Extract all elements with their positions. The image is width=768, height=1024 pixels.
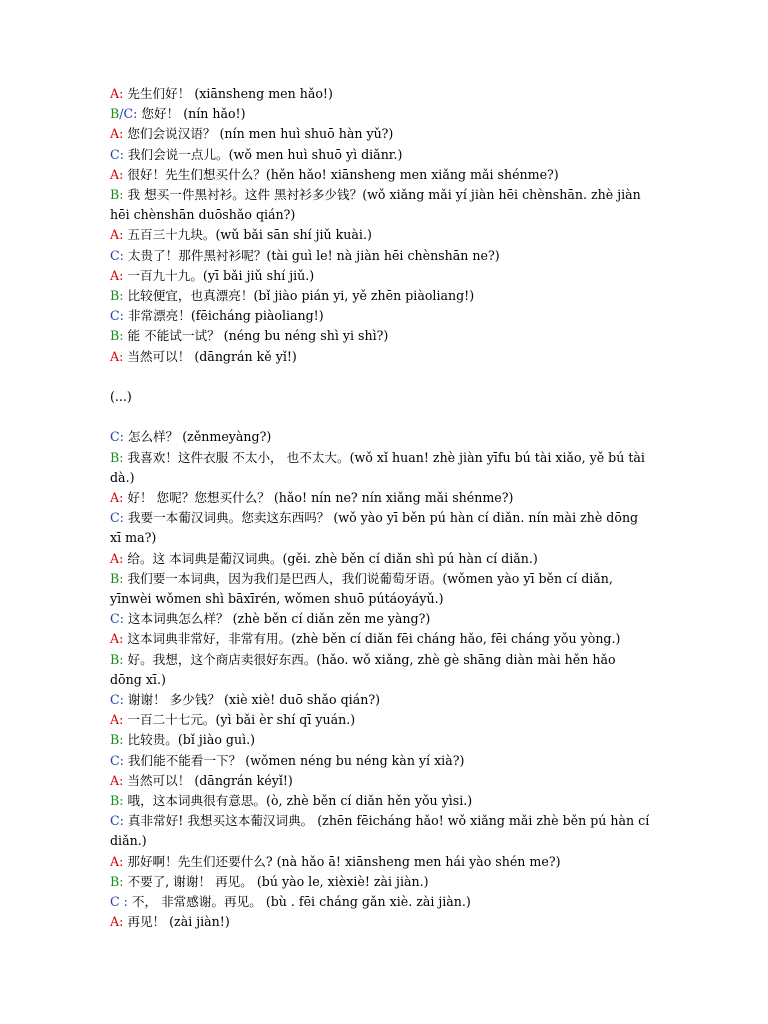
dialogue-line xyxy=(110,791,650,811)
speaker-separator: : xyxy=(119,348,128,364)
speaker-separator: : xyxy=(119,247,128,263)
speaker-separator: : xyxy=(119,429,128,445)
speaker-separator: : xyxy=(119,914,128,930)
dialogue-text: 那好啊！先生们还要什么? (nà hǎo ā! xiānsheng men hái yào shén me?) xyxy=(127,853,561,869)
speaker-label: A xyxy=(110,227,120,243)
speaker-separator: : xyxy=(119,490,128,506)
dialogue-line xyxy=(110,872,650,892)
speaker-label: A xyxy=(110,490,120,506)
dialogue-text: 您好！ (nín hǎo!) xyxy=(141,106,246,122)
dialogue-text: 比较贵。(bǐ jiào guì.) xyxy=(127,732,256,748)
speaker-separator: : xyxy=(119,813,128,829)
speaker-label: C xyxy=(110,692,120,708)
speaker-label: C xyxy=(110,611,120,627)
speaker-separator: : xyxy=(119,651,128,667)
dialogue-line xyxy=(110,448,650,488)
speaker-separator: : xyxy=(133,106,142,122)
speaker-separator: : xyxy=(119,752,128,768)
dialogue-line xyxy=(110,266,650,286)
speaker-label: B xyxy=(110,570,120,586)
speaker-label: B xyxy=(110,328,120,344)
paragraph-spacer xyxy=(110,407,650,427)
dialogue-text: 不要了, 谢谢！ 再见。 (bú yào le, xièxiè! zài jiàn.) xyxy=(127,873,429,889)
speaker-separator: : xyxy=(119,308,128,324)
speaker-separator: : xyxy=(119,712,128,728)
dialogue-text: 很好！先生们想买什么？(hěn hǎo! xiānsheng men xiǎng mǎi shénme?) xyxy=(127,166,559,182)
ellipsis-marker: (...) xyxy=(110,389,132,405)
dialogue-line xyxy=(110,912,650,932)
dialogue-line xyxy=(110,306,650,326)
speaker-label: C xyxy=(110,894,120,910)
dialogue-text: 谢谢！ 多少钱？ (xiè xiè! duō shǎo qián?) xyxy=(127,692,380,708)
speaker-separator: : xyxy=(119,570,128,586)
paragraph-spacer xyxy=(110,367,650,387)
speaker-label: C xyxy=(110,813,120,829)
speaker-label: B xyxy=(110,732,120,748)
dialogue-line xyxy=(110,84,650,104)
dialogue-line xyxy=(110,609,650,629)
dialogue-text: 给。这 本词典是葡汉词典。(gěi. zhè běn cí diǎn shì pú hàn cí diǎn.) xyxy=(127,550,538,566)
dialogue-line xyxy=(110,488,650,508)
speaker-separator: : xyxy=(119,227,128,243)
dialogue-text: 这本词典非常好，非常有用。(zhè běn cí diǎn fēi cháng hǎo, fēi cháng yǒu yòng.) xyxy=(127,631,621,647)
dialogue-line xyxy=(110,124,650,144)
speaker-separator: : xyxy=(119,732,128,748)
dialogue-text: 再见！ (zài jiàn!) xyxy=(127,914,230,930)
speaker-separator: : xyxy=(119,328,128,344)
speaker-separator: : xyxy=(119,449,128,465)
dialogue-line xyxy=(110,347,650,367)
speaker-separator: : xyxy=(119,631,128,647)
dialogue-text: 怎么样？ (zěnmeyàng?) xyxy=(127,429,272,445)
dialogue-text: 比较便宜，也真漂亮！(bǐ jiào pián yi, yě zhēn piàoliang!) xyxy=(127,288,475,304)
dialogue-text: 不， 非常感谢。再见。 (bù . fēi cháng gǎn xiè. zài jiàn.) xyxy=(131,894,471,910)
dialogue-section-1 xyxy=(110,84,650,367)
speaker-separator: : xyxy=(119,793,128,809)
dialogue-line xyxy=(110,811,650,851)
speaker-label: A xyxy=(110,126,120,142)
speaker-label: C xyxy=(110,752,120,768)
dialogue-text: 好。我想，这个商店卖很好东西。(hǎo. wǒ xiǎng, zhè gè shāng diàn mài hěn hǎo dōng xī.) xyxy=(110,651,616,687)
dialogue-text: 我们能不能看一下？ (wǒmen néng bu néng kàn yí xià?) xyxy=(127,752,465,768)
dialogue-line xyxy=(110,569,650,609)
speaker-separator: : xyxy=(119,772,128,788)
speaker-label: C xyxy=(110,146,120,162)
dialogue-text: 您们会说汉语？ (nín men huì shuō hàn yǔ?) xyxy=(127,126,394,142)
dialogue-line xyxy=(110,771,650,791)
dialogue-text: 五百三十九块。(wǔ bǎi sān shí jiǔ kuài.) xyxy=(127,227,372,243)
speaker-label: A xyxy=(110,914,120,930)
speaker-label: A xyxy=(110,631,120,647)
speaker-separator: : xyxy=(119,288,128,304)
dialogue-text: 哦，这本词典很有意思。(ò, zhè běn cí diǎn hěn yǒu yìsi.) xyxy=(127,793,473,809)
speaker-separator: : xyxy=(119,873,128,889)
speaker-label: C xyxy=(110,308,120,324)
dialogue-line xyxy=(110,508,650,548)
speaker-label: B xyxy=(110,288,120,304)
dialogue-line xyxy=(110,730,650,750)
speaker-label: A xyxy=(110,267,120,283)
speaker-separator: : xyxy=(119,187,128,203)
speaker-label-secondary: /C xyxy=(119,106,134,122)
speaker-separator: : xyxy=(119,126,128,142)
dialogue-line xyxy=(110,427,650,447)
dialogue-line xyxy=(110,225,650,245)
speaker-label: A xyxy=(110,772,120,788)
speaker-label: A xyxy=(110,86,120,101)
speaker-label: A xyxy=(110,348,120,364)
dialogue-line xyxy=(110,629,650,649)
speaker-label: B xyxy=(110,449,120,465)
speaker-label: B xyxy=(110,793,120,809)
dialogue-text: 非常漂亮！(fēicháng piàoliang!) xyxy=(127,308,324,324)
document-body xyxy=(110,84,650,933)
dialogue-line xyxy=(110,165,650,185)
speaker-label: A xyxy=(110,550,120,566)
speaker-separator: : xyxy=(119,692,128,708)
speaker-separator: : xyxy=(119,550,128,566)
speaker-label: B xyxy=(110,873,120,889)
dialogue-text: 我喜欢！这件衣服 不太小， 也不太大。(wǒ xǐ huan! zhè jiàn yīfu bú tài xiǎo, yě bú tài dà.) xyxy=(110,449,645,485)
dialogue-line xyxy=(110,326,650,346)
dialogue-text: 这本词典怎么样？ (zhè běn cí diǎn zěn me yàng?) xyxy=(127,611,431,627)
speaker-separator: : xyxy=(119,853,128,869)
dialogue-text: 一百九十九。(yī bǎi jiǔ shí jiǔ.) xyxy=(127,267,315,283)
dialogue-line xyxy=(110,751,650,771)
speaker-separator: : xyxy=(119,146,128,162)
speaker-separator: : xyxy=(119,894,132,910)
dialogue-text: 我们要一本词典，因为我们是巴西人，我们说葡萄牙语。(wǒmen yào yī běn cí diǎn, yīnwèi wǒmen shì bāxīrén, wǒmen shuō pútáoyáyǔ.) xyxy=(110,570,613,607)
dialogue-section-2 xyxy=(110,427,650,932)
speaker-label: C xyxy=(110,510,120,526)
dialogue-line xyxy=(110,286,650,306)
dialogue-text: 一百二十七元。(yì bǎi èr shí qī yuán.) xyxy=(127,712,356,728)
dialogue-line xyxy=(110,104,650,124)
dialogue-text: 我要一本葡汉词典。您卖这东西吗？ (wǒ yào yī běn pú hàn cí diǎn. nín mài zhè dōng xī ma?) xyxy=(110,510,639,546)
dialogue-line xyxy=(110,246,650,266)
dialogue-line xyxy=(110,852,650,872)
dialogue-text: 真非常好! 我想买这本葡汉词典。 (zhēn fēicháng hǎo! wǒ xiǎng mǎi zhè běn pú hàn cí diǎn.) xyxy=(110,813,650,849)
dialogue-text: 先生们好！ (xiānsheng men hǎo!) xyxy=(127,86,333,101)
speaker-separator: : xyxy=(119,166,128,182)
speaker-separator: : xyxy=(119,86,128,101)
speaker-separator: : xyxy=(119,267,128,283)
dialogue-line xyxy=(110,145,650,165)
dialogue-text: 我们会说一点儿。(wǒ men huì shuō yì diǎnr.) xyxy=(127,146,403,162)
dialogue-text: 太贵了！那件黑衬衫呢？(tài guì le! nà jiàn hēi chènshān ne?) xyxy=(127,247,500,263)
dialogue-text: 能 不能试一试？ (néng bu néng shì yi shì?) xyxy=(127,328,389,344)
speaker-label: A xyxy=(110,166,120,182)
speaker-label: C xyxy=(110,247,120,263)
speaker-label: C xyxy=(110,429,120,445)
speaker-label: B xyxy=(110,106,120,122)
dialogue-text: 当然可以！ (dāngrán kéyǐ!) xyxy=(127,772,293,788)
dialogue-line xyxy=(110,690,650,710)
dialogue-text: 我 想买一件黑衬衫。这件 黑衬衫多少钱？(wǒ xiǎng mǎi yí jiàn hēi chènshān. zhè jiàn hēi chènshān duōshǎo qián?) xyxy=(110,187,641,223)
speaker-label: B xyxy=(110,651,120,667)
speaker-label: A xyxy=(110,712,120,728)
dialogue-line xyxy=(110,710,650,730)
dialogue-line xyxy=(110,892,650,912)
speaker-separator: : xyxy=(119,510,128,526)
dialogue-line xyxy=(110,650,650,690)
speaker-label: B xyxy=(110,187,120,203)
dialogue-text: 好！ 您呢？您想买什么？ (hǎo! nín ne? nín xiǎng mǎi shénme?) xyxy=(127,490,514,506)
dialogue-line xyxy=(110,549,650,569)
dialogue-text: 当然可以！ (dāngrán kě yǐ!) xyxy=(127,348,297,364)
dialogue-line xyxy=(110,185,650,225)
speaker-label: A xyxy=(110,853,120,869)
speaker-separator: : xyxy=(119,611,128,627)
